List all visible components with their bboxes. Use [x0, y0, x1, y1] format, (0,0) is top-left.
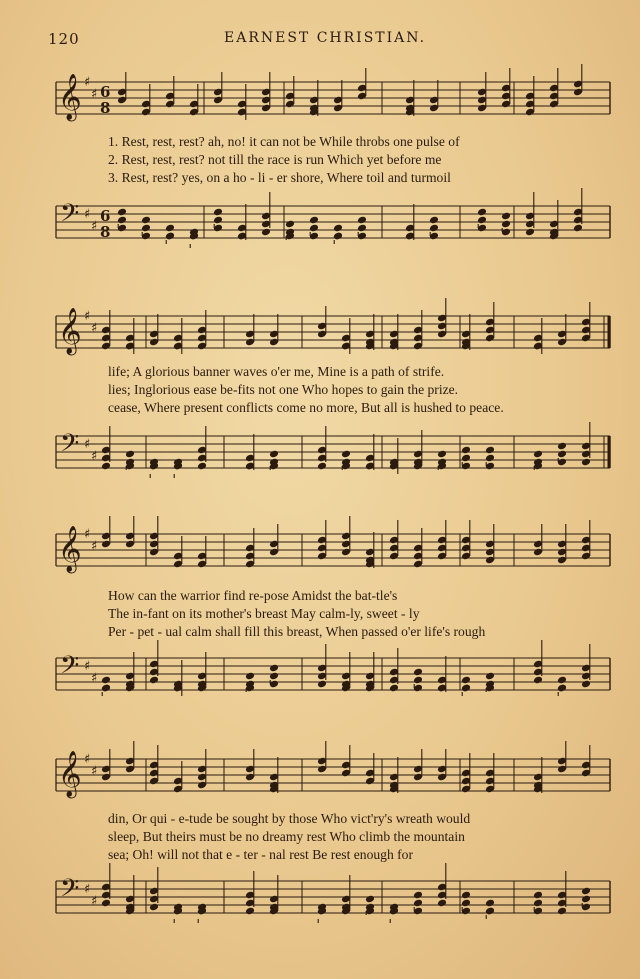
sharp-icon: ♯ — [91, 539, 98, 554]
book-title: EARNEST CHRISTIAN. — [224, 30, 427, 46]
note-head — [485, 899, 495, 908]
note-head — [101, 462, 111, 471]
note-head — [533, 891, 543, 900]
note-head — [437, 450, 447, 459]
note-head — [533, 899, 543, 908]
note-head — [581, 680, 591, 689]
music-system-2 — [48, 308, 614, 492]
bass-staff-1 — [48, 199, 614, 242]
note-head — [269, 450, 279, 459]
note-head — [309, 224, 319, 233]
sharp-icon: ♯ — [84, 659, 91, 674]
note-head — [581, 458, 591, 467]
sharp-icon: ♯ — [91, 219, 98, 234]
sharp-icon: ♯ — [84, 882, 91, 897]
note-head — [357, 216, 367, 225]
staff-lines — [56, 436, 610, 468]
music-system-3 — [48, 526, 614, 710]
treble-clef-icon: 𝄞 — [58, 308, 82, 354]
time-signature-bottom: 8 — [100, 223, 111, 241]
bass-staff-3 — [48, 651, 614, 694]
time-signature-top: 6 — [100, 83, 111, 101]
staff-lines — [56, 658, 610, 690]
note-head — [309, 216, 319, 225]
note-head — [125, 450, 135, 459]
sharp-icon: ♯ — [84, 309, 91, 324]
treble-clef-icon: 𝄞 — [58, 751, 82, 797]
bass-clef-icon: 𝄢 — [60, 199, 80, 234]
music-system-4 — [48, 751, 614, 935]
note-head — [117, 208, 127, 217]
note-head — [101, 676, 111, 685]
note-head — [477, 216, 487, 225]
sharp-icon: ♯ — [91, 671, 98, 686]
staff-lines — [56, 759, 610, 791]
note-head — [501, 220, 511, 229]
note-head — [533, 676, 543, 685]
sharp-icon: ♯ — [84, 207, 91, 222]
note-head — [533, 450, 543, 459]
note-head — [149, 676, 159, 685]
sharp-icon: ♯ — [91, 894, 98, 909]
treble-staff-1 — [48, 74, 614, 120]
note-head — [245, 672, 255, 681]
note-head — [197, 462, 207, 471]
note-head — [357, 224, 367, 233]
sharp-icon: ♯ — [91, 321, 98, 336]
note-head — [317, 462, 327, 471]
note-head — [477, 208, 487, 217]
staff-lines — [56, 316, 610, 348]
note-head — [485, 446, 495, 455]
note-head — [413, 891, 423, 900]
note-head — [437, 899, 447, 908]
note-head — [165, 224, 175, 233]
note-head — [485, 454, 495, 463]
note-head — [557, 907, 567, 916]
note-head — [149, 903, 159, 912]
page-header — [0, 30, 640, 54]
note-head — [141, 224, 151, 233]
bass-clef-icon: 𝄢 — [60, 874, 80, 909]
note-head — [429, 216, 439, 225]
treble-staff-4 — [48, 751, 614, 797]
sharp-icon: ♯ — [91, 764, 98, 779]
lyric-line-verse-3: cease, Where present conflicts come no more, But all is hushed to peace. — [108, 400, 504, 415]
note-head — [269, 664, 279, 673]
lyric-line-verse-1: 1. Rest, rest, rest? ah, no! it can not be While throbs one pulse of — [108, 134, 460, 149]
treble-clef-icon: 𝄞 — [58, 526, 82, 572]
note-head — [461, 446, 471, 455]
lyric-line-verse-2: lies; Inglorious ease be-fits not one Who hopes to gain the prize. — [108, 382, 459, 397]
sharp-icon: ♯ — [84, 437, 91, 452]
note-head — [317, 680, 327, 689]
sharp-icon: ♯ — [84, 527, 91, 542]
note-head — [213, 216, 223, 225]
note-head — [581, 887, 591, 896]
treble-staff-2 — [48, 308, 614, 354]
treble-staff-3 — [48, 526, 614, 572]
staff-lines — [56, 881, 610, 913]
page-number: 120 — [48, 30, 80, 48]
note-head — [485, 672, 495, 681]
note-head — [413, 899, 423, 908]
time-signature-bottom: 8 — [100, 99, 111, 117]
music-system-1 — [48, 74, 614, 258]
note-head — [429, 224, 439, 233]
lyric-line-verse-3: sea; Oh! will not that e - ter - nal rest Be rest enough for — [108, 847, 414, 862]
note-head — [573, 224, 583, 233]
note-head — [245, 907, 255, 916]
note-head — [261, 228, 271, 237]
note-head — [389, 684, 399, 693]
note-head — [413, 676, 423, 685]
bass-staff-2 — [48, 429, 614, 472]
lyric-line-verse-1: How can the warrior find re-pose Amidst the bat-tle's — [108, 588, 398, 603]
lyric-line-verse-1: din, Or qui - e-tude be sought by those Who vict'ry's wreath would — [108, 811, 471, 826]
bass-staff-4 — [48, 874, 614, 917]
sharp-icon: ♯ — [91, 449, 98, 464]
note-head — [461, 454, 471, 463]
note-head — [165, 232, 175, 241]
note-head — [557, 676, 567, 685]
lyric-line-verse-3: Per - pet - ual calm shall fill this breast, When passed o'er life's rough — [108, 624, 486, 639]
note-head — [341, 450, 351, 459]
note-head — [525, 228, 535, 237]
time-signature-top: 6 — [100, 207, 111, 225]
note-head — [461, 899, 471, 908]
treble-clef-icon: 𝄞 — [58, 74, 82, 120]
lyric-line-verse-2: 2. Rest, rest, rest? not till the race is run Which yet before me — [108, 152, 442, 167]
note-head — [501, 212, 511, 221]
note-head — [581, 895, 591, 904]
note-head — [461, 676, 471, 685]
note-head — [557, 450, 567, 459]
bass-clef-icon: 𝄢 — [60, 429, 80, 464]
note-head — [485, 907, 495, 916]
note-head — [461, 684, 471, 693]
bass-clef-icon: 𝄢 — [60, 651, 80, 686]
sharp-icon: ♯ — [91, 87, 98, 102]
note-head — [557, 684, 567, 693]
note-head — [333, 224, 343, 233]
lyric-line-verse-1: life; A glorious banner waves o'er me, Mine is a path of strife. — [108, 364, 445, 379]
lyric-line-verse-2: The in-fant on its mother's breast May calm-ly, sweet - ly — [108, 606, 420, 621]
staff-lines — [56, 534, 610, 566]
note-head — [213, 208, 223, 217]
note-head — [285, 220, 295, 229]
note-head — [141, 216, 151, 225]
note-head — [413, 668, 423, 677]
lyric-line-verse-3: 3. Rest, rest? yes, on a ho - li - er shore, Where toil and turmoil — [108, 170, 451, 185]
note-head — [365, 895, 375, 904]
note-head — [101, 684, 111, 693]
note-head — [269, 672, 279, 681]
sharp-icon: ♯ — [84, 752, 91, 767]
note-head — [557, 442, 567, 451]
note-head — [461, 891, 471, 900]
note-head — [333, 232, 343, 241]
lyric-line-verse-2: sleep, But theirs must be no dreamy rest Who climb the mountain — [108, 829, 465, 844]
sharp-icon: ♯ — [84, 75, 91, 90]
note-head — [117, 216, 127, 225]
note-head — [101, 899, 111, 908]
